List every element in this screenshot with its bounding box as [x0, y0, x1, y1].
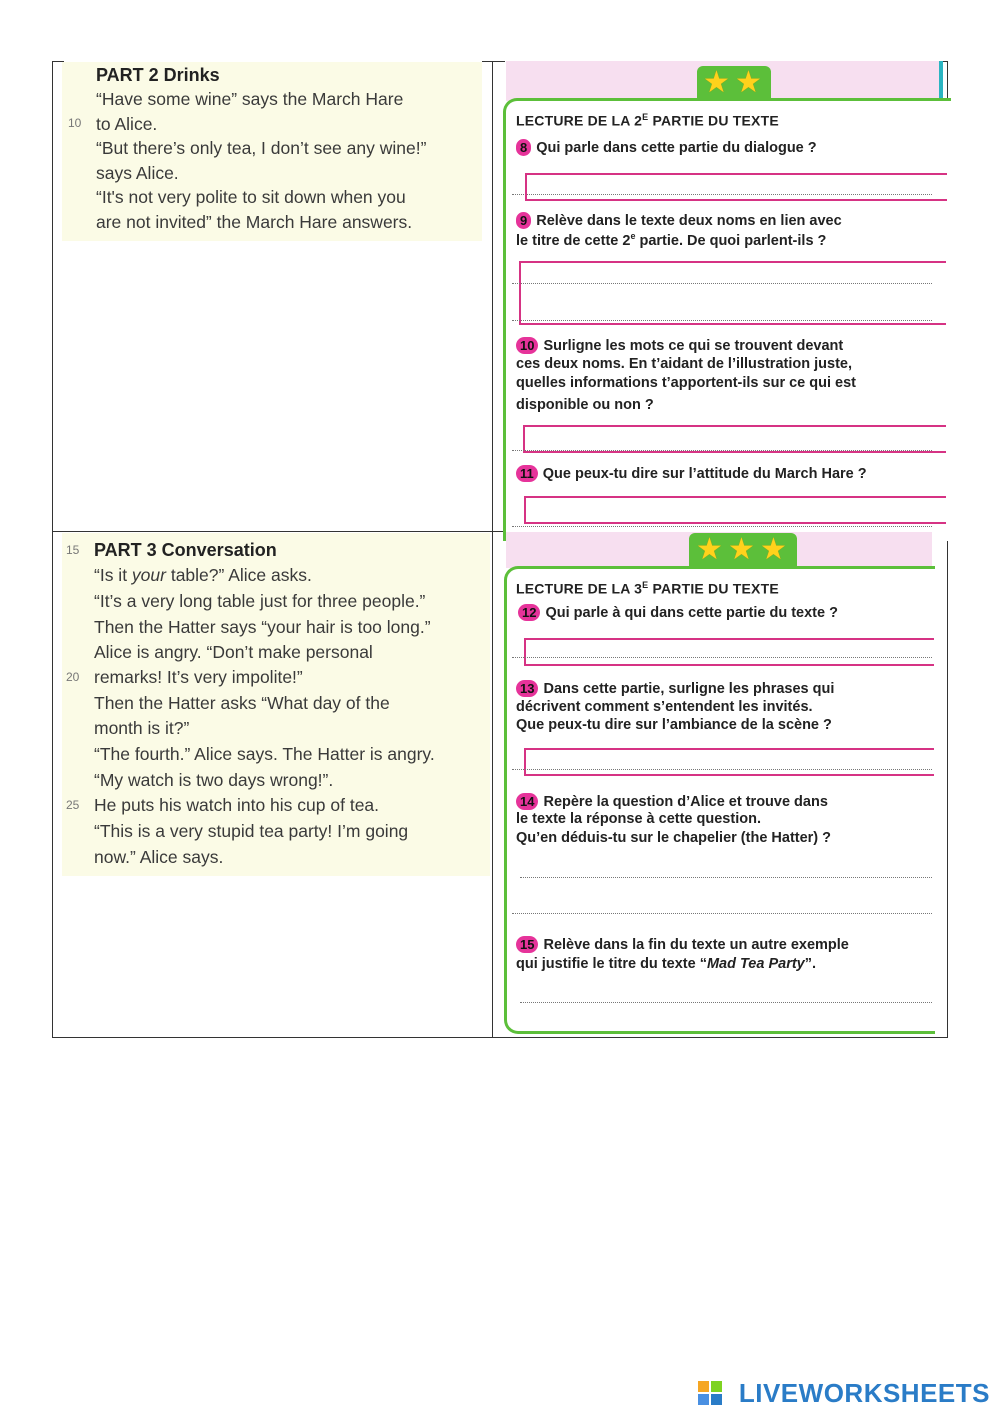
line-number: 25 [66, 798, 80, 812]
answer-box[interactable] [525, 173, 947, 201]
answer-line [520, 877, 932, 878]
answer-box[interactable] [519, 261, 946, 325]
question-15-line: qui justifie le titre du texte “Mad Tea Party”. [516, 956, 817, 972]
text-line: to Alice. [96, 114, 158, 134]
text-line: remarks! It’s very impolite!” [94, 667, 303, 687]
question-15: 15 Relève dans la fin du texte un autre exemple [516, 936, 849, 953]
star-rating [689, 533, 797, 568]
text-line: are not invited” the March Hare answers. [96, 212, 413, 232]
answer-box[interactable] [524, 638, 934, 666]
question-12: 12 Qui parle à qui dans cette partie du texte ? [518, 604, 838, 621]
text-line: month is it?” [94, 718, 190, 738]
answer-box[interactable] [524, 748, 934, 776]
question-9: 9 Relève dans le texte deux noms en lien avec [516, 212, 842, 229]
answer-line [512, 657, 932, 658]
text-line: “This is a very stupid tea party! I’m going [94, 821, 409, 841]
text-line: Then the Hatter says “your hair is too long.” [94, 617, 431, 637]
part3-text-panel [62, 533, 490, 876]
question-13-line: Que peux-tu dire sur l’ambiance de la scène ? [516, 717, 832, 733]
question-number-badge: 8 [516, 139, 531, 156]
question-number-badge: 13 [516, 680, 538, 697]
answer-line [512, 450, 932, 451]
question-10-line: quelles informations t’apportent-ils sur ce qui est [516, 375, 856, 391]
part2-text-panel [62, 62, 482, 241]
question-10: 10 Surligne les mots ce qui se trouvent devant [516, 337, 843, 354]
star-icon: ★ [735, 66, 762, 99]
question-10-line: ces deux noms. En t’aidant de l’illustration juste, [516, 356, 852, 372]
star-rating [697, 66, 771, 101]
answer-box[interactable] [523, 425, 946, 453]
text-line: “Is it your table?” Alice asks. [94, 565, 312, 585]
liveworksheets-logo[interactable]: LIVEWORKSHEETS [738, 1378, 990, 1408]
question-number-badge: 14 [516, 793, 538, 810]
question-number-badge: 15 [516, 936, 538, 953]
question-14-line: Qu’en déduis-tu sur le chapelier (the Hatter) ? [516, 830, 832, 846]
answer-line [520, 1002, 932, 1003]
text-line: Then the Hatter asks “What day of the [94, 693, 390, 713]
question-8: 8 Qui parle dans cette partie du dialogue ? [516, 139, 817, 156]
part3-title: PART 3 Conversation [94, 540, 277, 560]
section-heading: LECTURE DE LA $2^E$ PARTIE DU TEXTE [516, 112, 779, 129]
line-number: 10 [68, 116, 82, 130]
answer-line [512, 283, 932, 284]
question-14: 14 Repère la question d’Alice et trouve dans [516, 793, 828, 810]
answer-line [512, 913, 932, 914]
text-line: “The fourth.” Alice says. The Hatter is angry. [94, 744, 435, 764]
question-10-line: disponible ou non ? [516, 397, 654, 413]
answer-line [512, 769, 932, 770]
part2-title: PART 2 Drinks [96, 65, 220, 85]
text-line: “It's not very polite to sit down when you [96, 187, 406, 207]
star-icon: ★ [703, 66, 730, 99]
text-line: Alice is angry. “Don’t make personal [94, 642, 373, 662]
question-9-line2: le titre de cette 2e partie. De quoi parlent-ils ? [516, 231, 827, 249]
answer-line [512, 526, 932, 527]
liveworksheets-logo-icon [698, 1381, 722, 1405]
text-line: “Have some wine” says the March Hare [96, 89, 404, 109]
text-line: “But there’s only tea, I don’t see any wine!” [96, 138, 427, 158]
question-13-line: décrivent comment s’entendent les invités. [516, 699, 813, 715]
line-number: 15 [66, 543, 80, 557]
question-number-badge: 11 [516, 465, 538, 482]
section-heading: LECTURE DE LA $3^E$ PARTIE DU TEXTE [516, 580, 779, 597]
question-11: 11 Que peux-tu dire sur l’attitude du March Hare ? [516, 465, 867, 482]
answer-box[interactable] [524, 496, 946, 524]
question-13: 13 Dans cette partie, surligne les phrases qui [516, 680, 834, 697]
line-number: 20 [66, 670, 80, 684]
question-number-badge: 12 [518, 604, 540, 621]
question-number-badge: 9 [516, 212, 531, 229]
question-number-badge: 10 [516, 337, 538, 354]
star-icon: ★ [728, 533, 755, 566]
star-icon: ★ [760, 533, 787, 566]
star-icon: ★ [696, 533, 723, 566]
text-line: “It’s a very long table just for three people.” [94, 591, 426, 611]
text-line: “My watch is two days wrong!”. [94, 770, 334, 790]
answer-line [512, 320, 932, 321]
question-14-line: le texte la réponse à cette question. [516, 811, 761, 827]
text-line: now.” Alice says. [94, 847, 224, 867]
text-line: says Alice. [96, 163, 179, 183]
text-line: He puts his watch into his cup of tea. [94, 795, 380, 815]
